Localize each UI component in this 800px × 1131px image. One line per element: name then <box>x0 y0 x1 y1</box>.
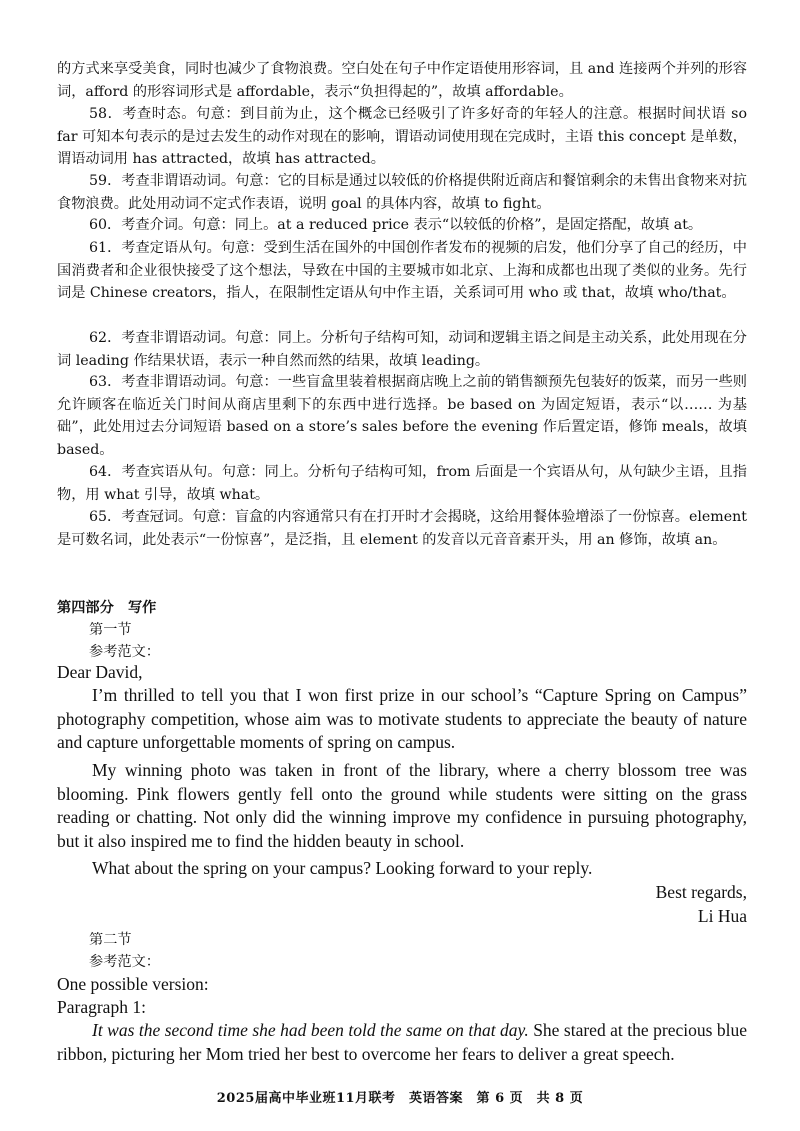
answer-60: 60．考查介词。句意：同上。at a reduced price 表示“以较低的价格”，是固定搭配，故填 at。 <box>89 217 703 233</box>
section1-ref-label: 参考范文： <box>89 644 160 660</box>
letter-paragraph-1: I’m thrilled to tell you that I won first prize in our school’s “Capture Spring on Campus” photography competition, whose aim was to motivate students to appreciate the beauty of nature and capture unforgettable moments of spring on campus. <box>57 685 747 752</box>
answer-59: 59．考查非谓语动词。句意：它的目标是通过以较低的价格提供附近商店和餐馆剩余的未售出食物来对抗食物浪费。此处用动词不定式作表语，说明 goal 的具体内容，故填 to fight。 <box>57 173 747 212</box>
answer-58: 58．考查时态。句意：到目前为止，这个概念已经吸引了许多好奇的年轻人的注意。根据时间状语 so far 可知本句表示的是过去发生的动作对现在的影响，谓语动词使用现在完成时，主语 this concept 是单数，谓语动词用 has attracted，故填 has attracted。 <box>57 106 747 168</box>
version-label: One possible version: <box>57 974 209 994</box>
letter-paragraph-2: My winning photo was taken in front of the library, where a cherry blossom tree was blooming. Pink flowers gently fell onto the ground while students were sitting on the grass reading or chatting. Not only did the winning improve my confidence in pursuing photography, but it also inspired me to find the hidden beauty in school. <box>57 760 747 851</box>
answer-61: 61．考查定语从句。句意：受到生活在国外的中国创作者发布的视频的启发，他们分享了自己的经历，中国消费者和企业很快接受了这个想法，导致在中国的主要城市如北京、上海和成都也出现了类似的业务。先行词是 Chinese creators，指人，在限制性定语从句中作主语，关系词可用 who 或 that，故填 who/that。 <box>57 240 747 302</box>
letter-signature: Li Hua <box>697 906 747 926</box>
section2-ref-label: 参考范文： <box>89 954 160 970</box>
letter-closing: Best regards, <box>655 882 747 902</box>
section2-heading: 第二节 <box>89 932 132 948</box>
story-paragraph <box>57 1019 747 1066</box>
letter-paragraph-3: What about the spring on your campus? Looking forward to your reply. <box>92 858 593 878</box>
answer-63: 63．考查非谓语动词。句意：一些盲盒里装着根据商店晚上之前的销售额预先包装好的饭菜，而另一些则允许顾客在临近关门时间从商店里剩下的东西中进行选择。be based on 为固定短语，表示“以…… 为基础”，此处用过去分词短语 based on a store’s sales before the evening 作后置定语，修饰 meals，故填 based。 <box>57 374 747 458</box>
paragraph-label: Paragraph 1: <box>57 997 146 1017</box>
writing-part-heading: 第四部分 写作 <box>57 600 157 616</box>
answer-64: 64．考查宾语从句。句意：同上。分析句子结构可知，from 后面是一个宾语从句，从句缺少主语，且指物，用 what 引导，故填 what。 <box>57 464 747 503</box>
section1-heading: 第一节 <box>89 622 132 638</box>
story-opening-sentence: It was the second time she had been told the same on that day. <box>92 1020 529 1040</box>
intro-explanation: 的方式来享受美食，同时也减少了食物浪费。空白处在句子中作定语使用形容词，且 and 连接两个并列的形容词，afford 的形容词形式是 affordable，表示“负担得起的”，故填 affordable。 <box>57 61 747 100</box>
answer-62: 62．考查非谓语动词。句意：同上。分析句子结构可知，动词和逻辑主语之间是主动关系，此处用现在分词 leading 作结果状语，表示一种自然而然的结果，故填 leading。 <box>57 330 747 369</box>
letter-salutation: Dear David, <box>57 662 143 682</box>
page-footer: 2025届高中毕业班11月联考 英语答案 第 6 页 共 8 页 <box>216 1091 584 1106</box>
story-continuation: She stared at the precious blue ribbon, picturing her Mom tried her best to overcome her fears to deliver a great speech. <box>57 1020 747 1064</box>
answer-65: 65．考查冠词。句意：盲盒的内容通常只有在打开时才会揭晓，这给用餐体验增添了一份惊喜。element 是可数名词，此处表示“一份惊喜”，是泛指，且 element 的发音以元音音素开头，用 an 修饰，故填 an。 <box>57 509 747 548</box>
